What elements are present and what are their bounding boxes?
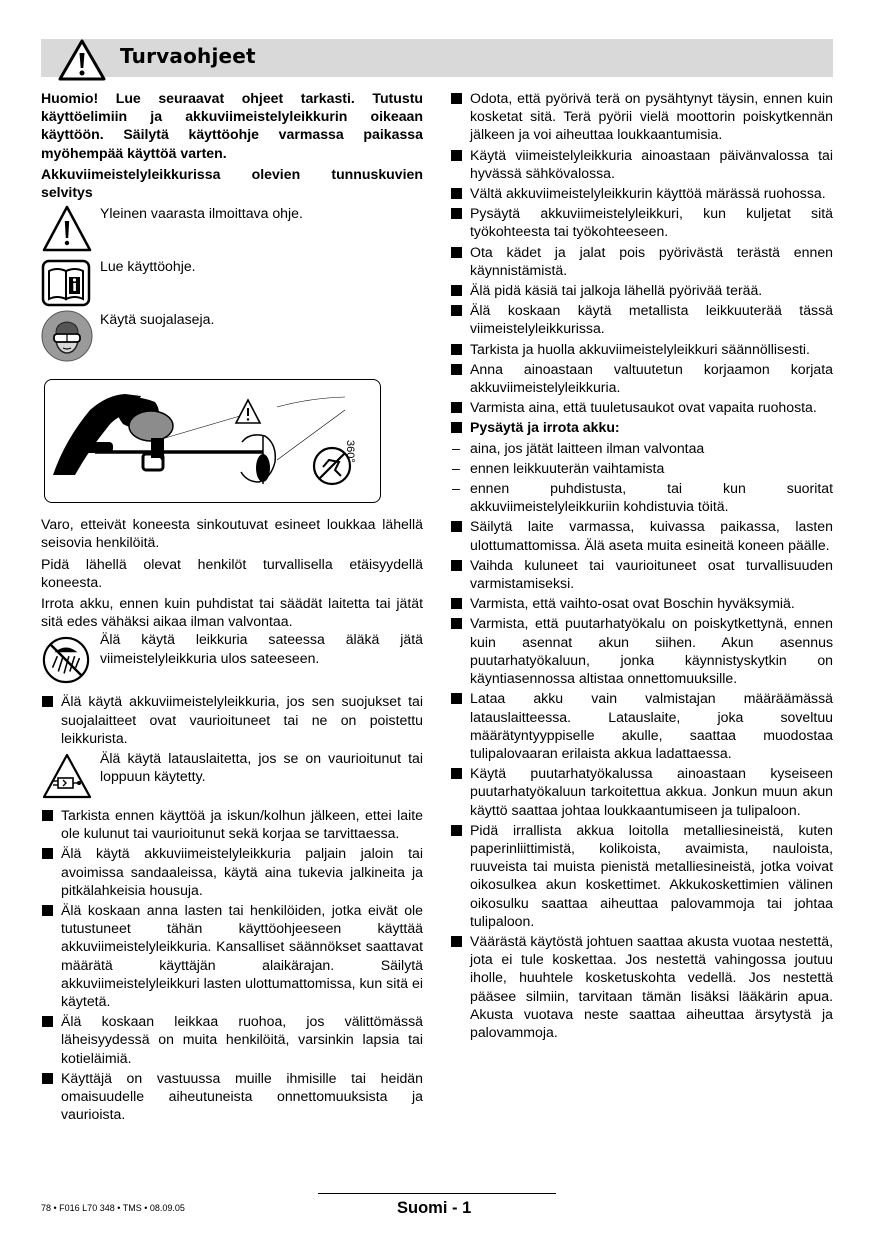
bullet-hands-feet-start: Ota kädet ja jalat pois pyörivästä terästä ennen käynnistämistä. bbox=[450, 243, 833, 279]
page-number: Suomi - 1 bbox=[397, 1199, 472, 1217]
bullet-wait-blade: Odota, että pyörivä terä on pysähtynyt täysin, ennen kuin kosketat sitä. Terä pyörii vielä moottorin poiskytkennän jälkeen ja voi aiheuttaa loukkaantumisia. bbox=[450, 89, 833, 144]
dash-cleaning: – ennen puhdistusta, tai kun suoritat akkuviimeistelyleikkuriin kohdistuvia töitä. bbox=[450, 479, 833, 515]
symbol-row-goggles bbox=[41, 310, 423, 360]
bullet-ventilation: Varmista aina, että tuuletusaukot ovat vapaita ruohosta. bbox=[450, 398, 833, 416]
read-manual-icon bbox=[41, 257, 93, 309]
bullet-stop-remove-battery: Pysäytä ja irrota akku: bbox=[450, 418, 833, 436]
page-title: Turvaohjeet bbox=[120, 44, 256, 68]
symbol-row-charger bbox=[41, 749, 423, 803]
bullet-maintenance: Tarkista ja huolla akkuviimeistelyleikkuri säännöllisesti. bbox=[450, 340, 833, 358]
bullet-bystanders: Älä koskaan leikkaa ruohoa, jos välittömässä läheisyydessä on muita henkilöitä, varsinkin lapsia tai kotieläimiä. bbox=[41, 1012, 423, 1067]
warning-triangle-icon bbox=[41, 204, 93, 256]
dash-blade-change: – ennen leikkuuterän vaihtamista bbox=[450, 459, 833, 477]
right-column bbox=[450, 89, 833, 1043]
bullet-replace-parts: Vaihda kuluneet tai vaurioituneet osat turvallisuuden varmistamiseksi. bbox=[450, 556, 833, 592]
footer-doc-code: 78 • F016 L70 348 • TMS • 08.09.05 bbox=[41, 1203, 185, 1213]
left-column bbox=[41, 89, 423, 1126]
bullet-metal-objects: Pidä irrallista akkua loitolla metalliesineistä, kuten paperinliittimistä, kolikoista, avaimista, nauloista, ruuveista tai muista pienistä metalliesineistä, jotka voivat oikosulkea akun koskettimet. Akkukoskettimien välinen oikosulku saattaa aiheuttaa palovammoja tai johtaa tulipaloon. bbox=[450, 821, 833, 930]
bullet-correct-battery: Käytä puutarhatyökalussa ainoastaan kyseiseen puutarhatyökaluun tarkoitettua akkua. Jonkun muun akun käyttö saattaa johtaa loukkaantumiseen ja tulipaloon. bbox=[450, 764, 833, 819]
bullet-transport: Pysäytä akkuviimeistelyleikkuri, kun kuljetat sitä työkohteesta tai työkohteeseen. bbox=[450, 204, 833, 240]
symbol-row-warning bbox=[41, 204, 423, 254]
para-remove-battery: Irrota akku, ennen kuin puhdistat tai säädät laitetta tai jätät sitä edes vähäksi aikaa ilman valvontaa. bbox=[41, 595, 423, 630]
symbol-goggles-text: Käytä suojalaseja. bbox=[100, 311, 215, 328]
bullet-authorized-repair: Anna ainoastaan valtuutetun korjaamon korjata akkuviimeistelyleikkuria. bbox=[450, 360, 833, 396]
bullet-charger-only: Lataa akku vain valmistajan määräämässä latauslaitteessa. Latauslaite, joka soveltuu määrätyntyyppiselle akulle, saattaa muodostaa tulipalovaaran erilaista akkua ladattaessa. bbox=[450, 689, 833, 762]
symbol-warning-text: Yleinen vaarasta ilmoittava ohje. bbox=[100, 205, 303, 222]
charger-warning-icon bbox=[41, 751, 93, 803]
bullet-guards: Älä käytä akkuviimeistelyleikkuria, jos sen suojukset tai suojalaitteet ovat vaurioituneet tai ne on poistettu leikkurista. bbox=[41, 692, 423, 747]
symbol-manual-text: Lue käyttöohje. bbox=[100, 258, 196, 275]
dash-unattended: – aina, jos jätät laitteen ilman valvontaa bbox=[450, 439, 833, 457]
bullet-battery-leak: Väärästä käytöstä johtuen saattaa akusta vuotaa nestettä, jota ei tule koskettaa. Jos nestettä vahingossa joutuu iholle, huuhtele kosketuskohta vedellä. Jos nestettä pääsee silmiin, tarvitaan tämän lisäksi lääkärin apua. Akusta vuotava neste saattaa aiheuttaa ärsytystä ja palovammoja. bbox=[450, 932, 833, 1041]
bullet-switch-off: Varmista, että puutarhatyökalu on poiskytkettynä, ennen kuin asennat akun siihen. Akun asennus puutarhatyökaluun, jonka käynnistyskytkin on käyntiasennossa altistaa onnettomuuksille. bbox=[450, 614, 833, 687]
footer-divider bbox=[318, 1193, 556, 1194]
trimmer-illustration bbox=[44, 379, 381, 503]
bullet-bosch-parts: Varmista, että vaihto-osat ovat Boschin hyväksymiä. bbox=[450, 594, 833, 612]
no-rain-icon bbox=[41, 635, 91, 685]
angle-label: 360° bbox=[344, 440, 356, 463]
warning-icon bbox=[57, 38, 107, 82]
bullet-daylight: Käytä viimeistelyleikkuria ainoastaan päivänvalossa tai hyvässä sähkövalossa. bbox=[450, 146, 833, 182]
bullet-footwear: Älä käytä akkuviimeistelyleikkuria paljain jaloin tai avoimissa sandaaleissa, käytä aina tukevia jalkineita ja pitkälahkeisia housuja. bbox=[41, 844, 423, 899]
bullet-wet-grass: Vältä akkuviimeistelyleikkurin käyttöä märässä ruohossa. bbox=[450, 184, 833, 202]
safety-goggles-icon bbox=[41, 310, 93, 362]
bullet-hands-feet-blade: Älä pidä käsiä tai jalkoja lähellä pyörivää terää. bbox=[450, 281, 833, 299]
bullet-responsibility: Käyttäjä on vastuussa muille ihmisille tai heidän omaisuudelle aiheutuneista onnettomuuksista ja vaurioista. bbox=[41, 1069, 423, 1124]
bullet-children: Älä koskaan anna lasten tai henkilöiden, jotka eivät ole tutustuneet tähän käyttöohjeeseen käyttää akkuviimeistelyleikkuria. Kansalliset säännökset saattavat määrätä käyttäjän alaikärajan. Säilytä akkuviimeistelyleikkuri lasten ulottumattomissa, kun sitä ei käytetä. bbox=[41, 901, 423, 1010]
bullet-storage: Säilytä laite varmassa, kuivassa paikassa, lasten ulottumattomissa. Älä aseta muita esineitä koneen päälle. bbox=[450, 517, 833, 553]
trimmer-drawing bbox=[45, 380, 380, 502]
bullet-inspect: Tarkista ennen käyttöä ja iskun/kolhun jälkeen, ettei laite ole kulunut tai vaurioitunut sekä korjaa se tarvittaessa. bbox=[41, 806, 423, 842]
symbol-charger-text: Älä käytä latauslaitetta, jos se on vaurioitunut tai loppuun käytetty. bbox=[100, 750, 423, 785]
symbol-row-rain bbox=[41, 630, 423, 688]
symbol-rain-text: Älä käytä leikkuria sateessa äläkä jätä viimeistelyleikkuria ulos sateeseen. bbox=[100, 631, 423, 666]
intro-text: Huomio! Lue seuraavat ohjeet tarkasti. Tutustu käyttöelimiin ja akkuviimeistelyleikkurin oikeaan käyttöön. Säilytä käyttöohje varmassa paikassa myöhempää käyttöä varten. bbox=[41, 90, 423, 161]
symbols-heading: Akkuviimeistelyleikkurissa olevien tunnuskuvien selvitys bbox=[41, 165, 423, 201]
para-objects: Varo, etteivät koneesta sinkoutuvat esineet loukkaa lähellä seisovia henkilöitä. bbox=[41, 516, 423, 551]
symbol-row-manual bbox=[41, 257, 423, 307]
para-distance: Pidä lähellä olevat henkilöt turvallisella etäisyydellä koneesta. bbox=[41, 555, 423, 590]
bullet-metal-blade: Älä koskaan käytä metallista leikkuuterää tässä viimeistelyleikkurissa. bbox=[450, 301, 833, 337]
